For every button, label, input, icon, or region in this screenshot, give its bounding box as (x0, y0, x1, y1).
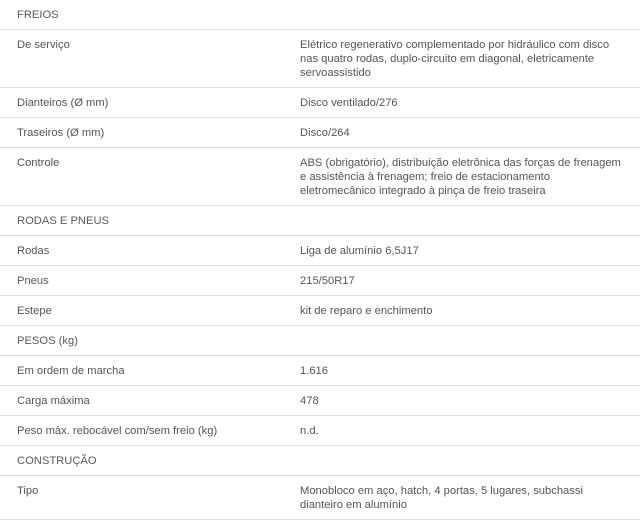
table-row (0, 356, 640, 386)
row-label: Dianteiros (Ø mm) (17, 97, 109, 109)
table-row (0, 30, 640, 88)
row-value: Elétrico regenerativo complementado por hidráulico com disco nas quatro rodas, duplo-circuito em diagonal, eletricamente servoassistido (300, 39, 610, 79)
row-value: Monobloco em aço, hatch, 4 portas, 5 lugares, subchassi dianteiro em alumínio (300, 485, 583, 511)
table-row (0, 88, 640, 118)
table-row (0, 236, 640, 266)
row-value: 478 (300, 395, 319, 407)
row-value: Liga de alumínio 6,5J17 (300, 245, 419, 257)
table-row (0, 416, 640, 446)
table-row (0, 148, 640, 206)
row-label: Tipo (17, 485, 39, 497)
table-row (0, 266, 640, 296)
row-value: Disco ventilado/276 (300, 97, 398, 109)
section-title: PESOS (kg) (17, 335, 78, 347)
row-label: Em ordem de marcha (17, 365, 125, 377)
row-value: kit de reparo e enchimento (300, 305, 433, 317)
row-label: Traseiros (Ø mm) (17, 127, 105, 139)
row-value: 215/50R17 (300, 275, 355, 287)
table-row (0, 386, 640, 416)
row-label: Peso máx. rebocável com/sem freio (kg) (17, 425, 218, 437)
row-value: 1.616 (300, 365, 328, 377)
row-label: Controle (17, 157, 60, 169)
section-header-freios (0, 0, 640, 30)
section-title: RODAS E PNEUS (17, 215, 110, 227)
table-row (0, 118, 640, 148)
row-label: Estepe (17, 305, 52, 317)
section-title: FREIOS (17, 9, 59, 21)
row-label: Rodas (17, 245, 50, 257)
row-label: De serviço (17, 39, 70, 51)
section-header-construcao (0, 446, 640, 476)
row-value: Disco/264 (300, 127, 350, 139)
section-title: CONSTRUÇÃO (17, 455, 97, 467)
table-row (0, 476, 640, 520)
section-header-rodas-e-pneus (0, 206, 640, 236)
table-row (0, 296, 640, 326)
row-label: Carga máxima (17, 395, 90, 407)
row-value: ABS (obrigatório), distribuição eletrônica das forças de frenagem e assistência à frenagem; freio de estacionamento eletromecânico integrado à pinça de freio traseira (300, 157, 621, 197)
row-value: n.d. (300, 425, 319, 437)
row-label: Pneus (17, 275, 49, 287)
section-header-pesos (0, 326, 640, 356)
